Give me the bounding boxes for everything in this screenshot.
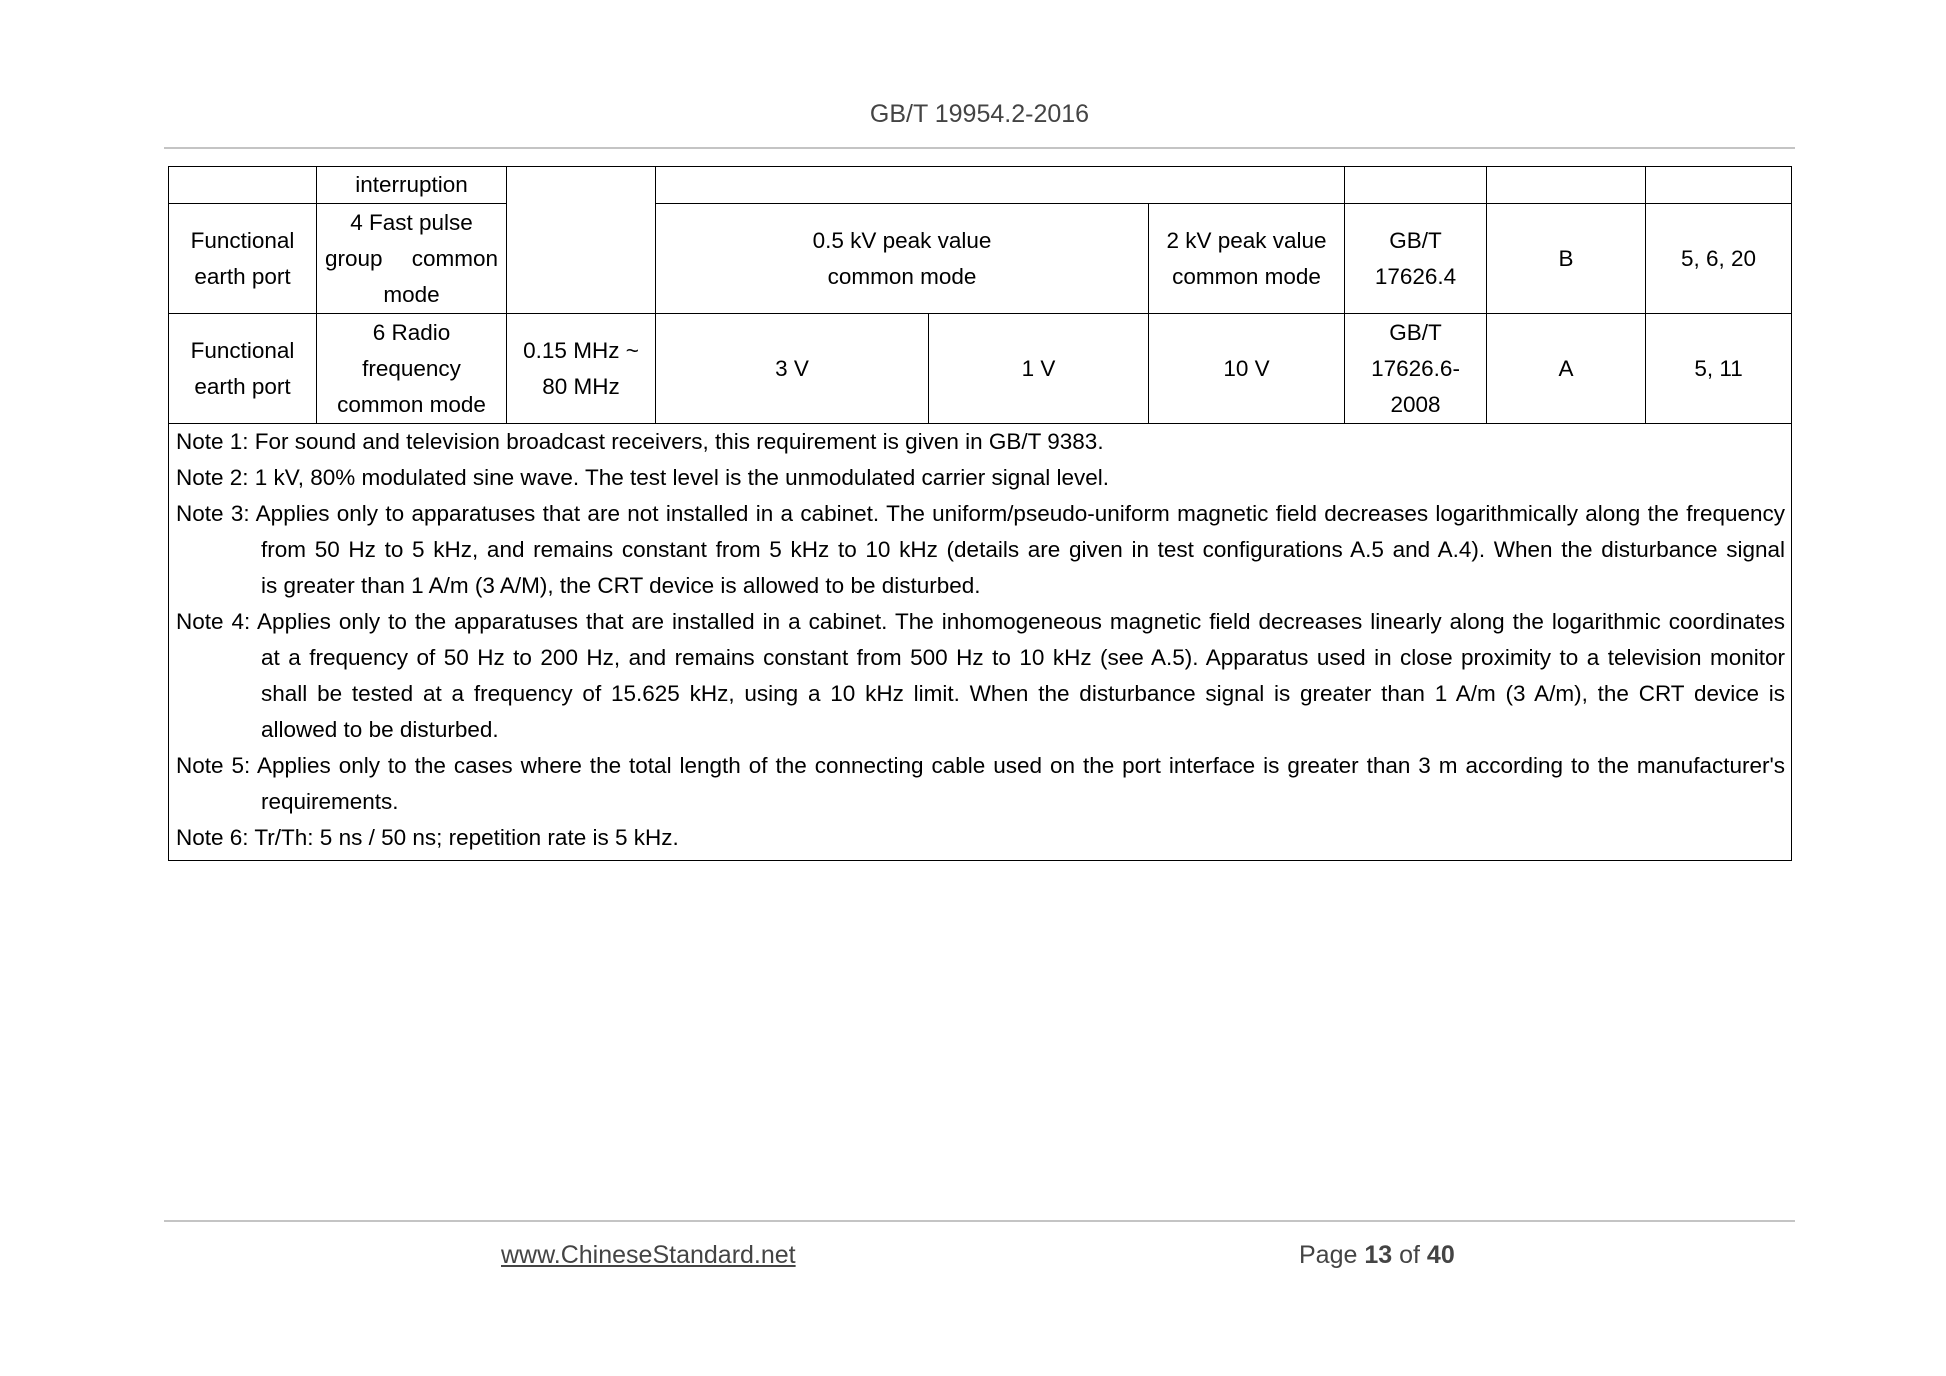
standard-line: GB/T — [1389, 319, 1442, 345]
note-line: from 50 Hz to 5 kHz, and remains constant from 5 kHz to 10 kHz (details are given in test configurations A.5 and A.4). When the disturbance signal — [261, 537, 1786, 562]
note-line: Note 1: For sound and television broadcast receivers, this requirement is given in GB/T 9383. — [176, 429, 1104, 454]
note-line: Note 2: 1 kV, 80% modulated sine wave. The test level is the unmodulated carrier signal level. — [176, 465, 1110, 490]
test-value-cell — [656, 204, 1149, 314]
level-text: 10 V — [1223, 355, 1270, 381]
level-cell — [656, 314, 929, 424]
standard-line: GB/T — [1389, 227, 1442, 253]
empty-cell — [656, 167, 1345, 204]
criterion-text: B — [1558, 245, 1574, 271]
table-row-fast-pulse — [169, 204, 1792, 314]
note-3 — [176, 496, 1785, 604]
test-value-cell — [1149, 204, 1345, 314]
remarks-cell — [1646, 314, 1792, 424]
level-cell — [929, 314, 1149, 424]
note-line: allowed to be disturbed. — [261, 717, 499, 742]
phenomenon-text: interruption — [355, 172, 468, 197]
notes-cell — [169, 424, 1792, 861]
phenomenon-cell — [317, 204, 507, 314]
level-text: 3 V — [775, 355, 809, 381]
empty-cell — [1646, 167, 1792, 204]
empty-cell — [1345, 167, 1487, 204]
phenomenon-line: frequency — [362, 355, 461, 381]
phenomenon-line: 6 Radio — [372, 319, 451, 345]
test-value-line: common mode — [1172, 263, 1321, 289]
phenomenon-line: common mode — [337, 391, 486, 417]
note-6 — [176, 820, 1785, 856]
remarks-text: 5, 11 — [1694, 355, 1743, 381]
total-pages: 40 — [1426, 1241, 1455, 1269]
phenomenon-cell — [317, 314, 507, 424]
port-line: Functional — [190, 337, 295, 363]
standard-cell — [1345, 204, 1487, 314]
note-line: Note 4: Applies only to the apparatuses that are installed in a cabinet. The inhomogeneous magnetic field decreases linearly along the logarithmic coordinates — [176, 609, 1786, 634]
frequency-line: 0.15 MHz ~ — [523, 337, 639, 363]
port-cell — [169, 314, 317, 424]
table-row-radio-frequency — [169, 314, 1792, 424]
note-line: Note 3: Applies only to apparatuses that are not installed in a cabinet. The uniform/pseudo-uniform magnetic field decreases logarithmically along the frequency — [176, 501, 1786, 526]
empty-cell — [169, 167, 317, 204]
frequency-line: 80 MHz — [542, 373, 620, 399]
note-1 — [176, 424, 1785, 460]
test-value-line: 0.5 kV peak value — [812, 227, 992, 253]
standard-cell — [1345, 314, 1487, 424]
note-line: requirements. — [261, 789, 399, 814]
test-value-line: common mode — [827, 263, 977, 289]
note-5 — [176, 748, 1785, 820]
empty-cell — [507, 167, 656, 314]
empty-cell — [1487, 167, 1646, 204]
criterion-cell — [1487, 204, 1646, 314]
page-indicator — [1299, 1240, 1455, 1270]
table-row-notes — [169, 424, 1792, 861]
page-label: Page — [1299, 1241, 1358, 1269]
table-row-interruption — [169, 167, 1792, 204]
note-line: Note 6: Tr/Th: 5 ns / 50 ns; repetition rate is 5 kHz. — [176, 825, 679, 850]
header-rule — [164, 147, 1795, 149]
of-label: of — [1399, 1241, 1420, 1269]
standard-line: 2008 — [1390, 391, 1441, 417]
level-cell — [1149, 314, 1345, 424]
note-line: at a frequency of 50 Hz to 200 Hz, and remains constant from 500 Hz to 10 kHz (see A.5). Apparatus used in close proximity to a television monitor — [261, 645, 1786, 670]
note-4 — [176, 604, 1785, 748]
frequency-cell — [507, 314, 656, 424]
level-text: 1 V — [1021, 355, 1056, 381]
port-line: earth port — [194, 263, 291, 289]
criterion-cell — [1487, 314, 1646, 424]
remarks-text: 5, 6, 20 — [1681, 245, 1757, 271]
phenomenon-cell — [317, 167, 507, 204]
phenomenon-line: 4 Fast pulse — [350, 209, 473, 235]
port-line: Functional — [190, 227, 295, 253]
page-number: 13 — [1364, 1241, 1393, 1269]
standard-line: 17626.4 — [1374, 263, 1457, 289]
note-line: shall be tested at a frequency of 15.625 kHz, using a 10 kHz limit. When the disturbance signal is greater than 1 A/m (3 A/m), the CRT device is — [261, 681, 1786, 706]
header-title: GB/T 19954.2-2016 — [869, 100, 1090, 128]
phenomenon-line: mode — [383, 281, 440, 307]
standard-line: 17626.6- — [1371, 355, 1460, 381]
note-2 — [176, 460, 1785, 496]
note-line: Note 5: Applies only to the cases where the total length of the connecting cable used on the port interface is greater than 3 m according to the manufacturer's — [176, 753, 1786, 778]
spec-table — [168, 166, 1792, 861]
phenomenon-line: group common — [325, 245, 498, 271]
note-line: is greater than 1 A/m (3 A/M), the CRT device is allowed to be disturbed. — [261, 573, 981, 598]
test-value-line: 2 kV peak value — [1166, 227, 1327, 253]
footer-rule — [164, 1220, 1795, 1222]
website-link[interactable]: www.ChineseStandard.net — [501, 1241, 796, 1269]
port-cell — [169, 204, 317, 314]
criterion-text: A — [1558, 355, 1574, 381]
port-line: earth port — [194, 373, 291, 399]
remarks-cell — [1646, 204, 1792, 314]
